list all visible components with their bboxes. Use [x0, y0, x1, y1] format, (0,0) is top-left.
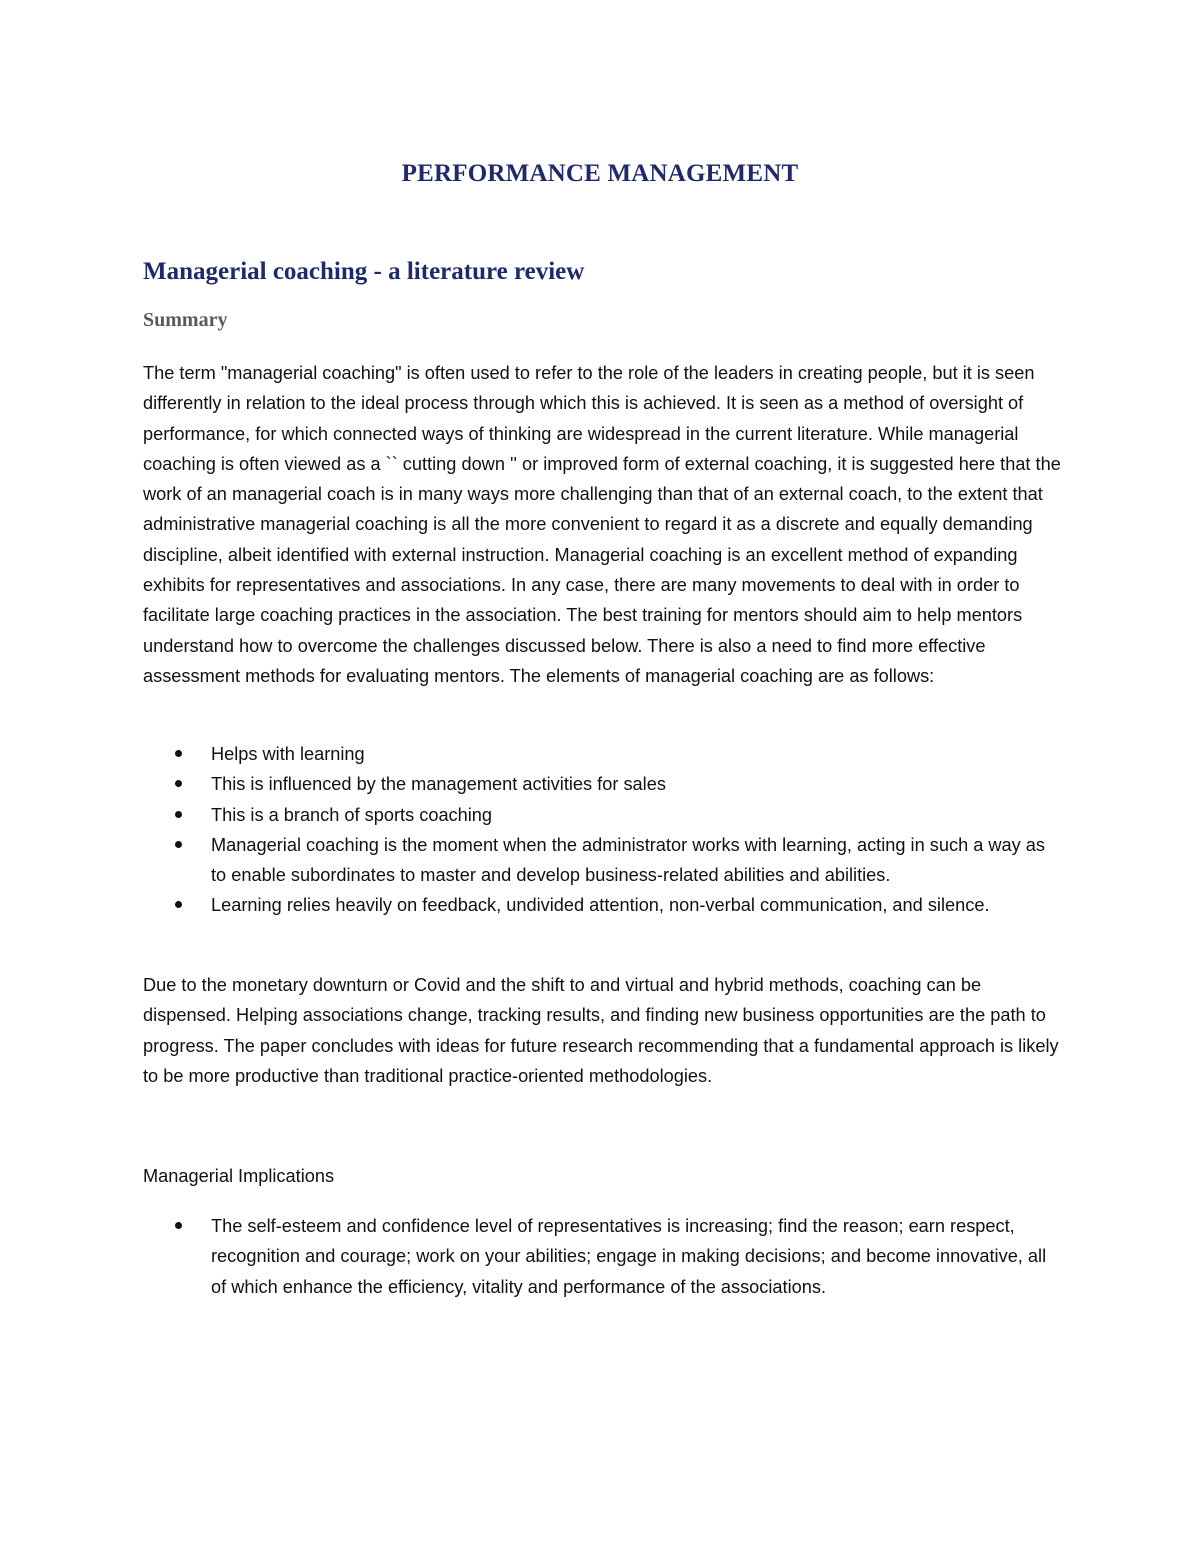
list-item: [143, 739, 1063, 769]
implications-label: Managerial Implications: [143, 1166, 335, 1186]
bullet-icon: [175, 750, 182, 757]
list-item-text: This is influenced by the management activities for sales: [211, 774, 666, 795]
implications-list: [143, 1211, 1063, 1302]
section-heading: Managerial coaching - a literature review: [143, 258, 585, 285]
bullet-icon: [175, 841, 182, 848]
list-item-text: The self-esteem and confidence level of representatives is increasing; find the reason; earn respect, recognition and courage; work on your abilities; engage in making decisions; and become innovative, all of which enhance the efficiency, vitality and performance of the associations.: [211, 1216, 1047, 1297]
page-title: PERFORMANCE MANAGEMENT: [401, 160, 799, 187]
summary-paragraph: The term "managerial coaching" is often used to refer to the role of the leaders in creating people, but it is seen differently in relation to the ideal process through which this is achieved. It is seen as a method of oversight of performance, for which connected ways of thinking are widespread in the current literature. While managerial coaching is often viewed as a `` cutting down '' or improved form of external coaching, it is suggested here that the work of an managerial coach is in many ways more challenging than that of an external coach, to the extent that administrative managerial coaching is all the more convenient to regard it as a discrete and equally demanding discipline, albeit identified with external instruction. Managerial coaching is an excellent method of expanding exhibits for representatives and associations. In any case, there are many movements to deal with in order to facilitate large coaching practices in the association. The best training for mentors should aim to help mentors understand how to overcome the challenges discussed below. There is also a need to find more effective assessment methods for evaluating mentors. The elements of managerial coaching are as follows:: [143, 363, 1061, 686]
elements-list: [143, 739, 1063, 921]
list-item: [143, 1211, 1063, 1302]
conclusion-paragraph: Due to the monetary downturn or Covid and the shift to and virtual and hybrid methods, coaching can be dispensed. Helping associations change, tracking results, and finding new business opportunities are the path to progress. The paper concludes with ideas for future research recommending that a fundamental approach is likely to be more productive than traditional practice-oriented methodologies.: [143, 975, 1059, 1086]
summary-subheading: Summary: [143, 309, 228, 331]
bullet-icon: [175, 780, 182, 787]
list-item-text: Managerial coaching is the moment when the administrator works with learning, acting in such a way as to enable subordinates to master and develop business-related abilities and abilities.: [211, 834, 1046, 886]
bullet-icon: [175, 901, 182, 908]
bullet-icon: [175, 1222, 182, 1229]
list-item: [143, 769, 1063, 799]
list-item-text: This is a branch of sports coaching: [211, 804, 493, 825]
list-item: [143, 830, 1063, 891]
list-item-text: Helps with learning: [211, 744, 365, 764]
list-item: [143, 800, 1063, 830]
bullet-icon: [175, 811, 182, 818]
list-item-text: Learning relies heavily on feedback, undivided attention, non-verbal communication, and silence.: [211, 895, 990, 916]
list-item: [143, 890, 1063, 920]
